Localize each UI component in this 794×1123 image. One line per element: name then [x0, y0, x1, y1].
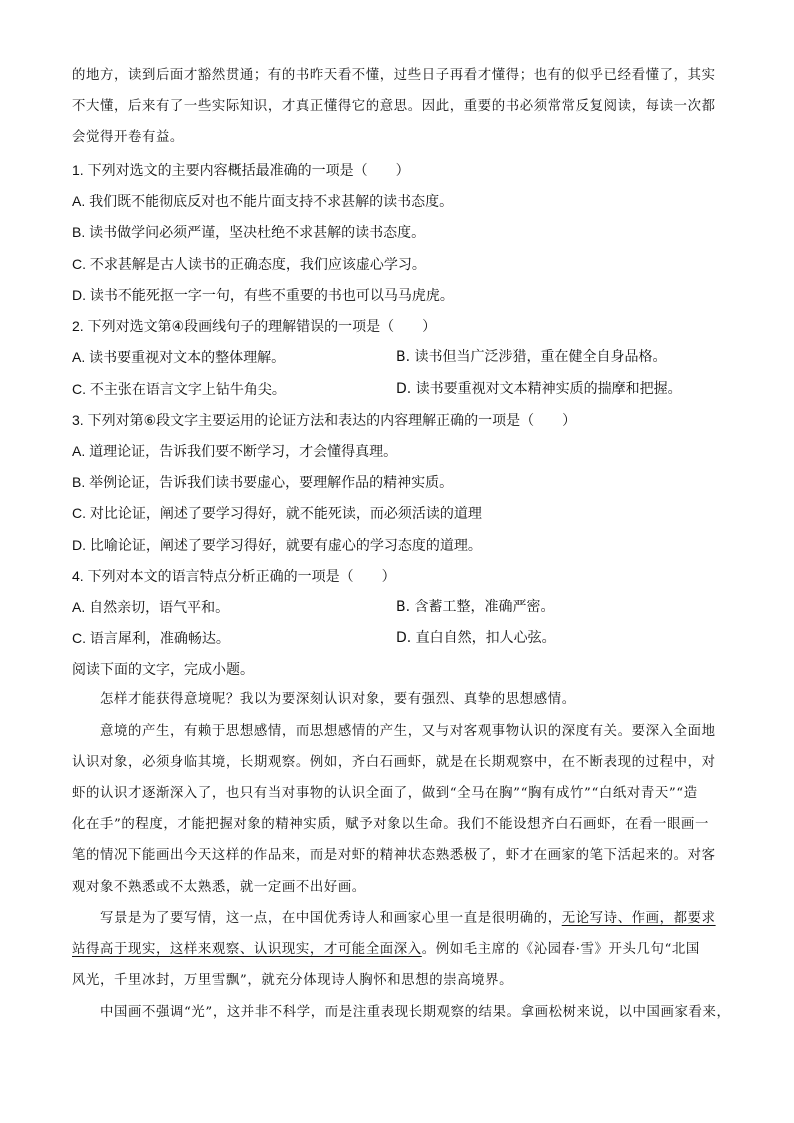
- passage2-line: 风光，千里冰封，万里雪飘”，就充分体现诗人胸怀和思想的崇高境界。: [72, 973, 514, 988]
- p3-text: 。例如毛主席的《沁园春·雪》开头几句“北国: [421, 942, 700, 957]
- q1-option-c: C. 不求甚解是古人读书的正确态度，我们应该虚心学习。: [72, 256, 426, 272]
- passage-line: 不大懂，后来有了一些实际知识，才真正懂得它的意思。因此，重要的书必须常常反复阅读，每读一次都: [72, 99, 716, 114]
- q4-option-b: B. 含蓄工整，准确严密。: [396, 599, 555, 615]
- q4-option-a: A. 自然亲切，语气平和。: [72, 599, 230, 615]
- passage-line: 的地方，读到后面才豁然贯通；有的书昨天看不懂，过些日子再看才懂得；也有的似乎已经看懂了，其实: [72, 68, 716, 83]
- passage2-line: 观对象不熟悉或不太熟悉，就一定画不出好画。: [72, 880, 366, 895]
- reading-instruction: 阅读下面的文字，完成小题。: [72, 661, 254, 677]
- q3-option-c: C. 对比论证，阐述了要学习得好，就不能死读，而必须活读的道理: [72, 505, 482, 521]
- question-2-stem: 2. 下列对选文第④段画线句子的理解错误的一项是（ ）: [72, 318, 437, 334]
- q3-option-b: B. 举例论证，告诉我们读书要虚心，要理解作品的精神实质。: [72, 474, 454, 490]
- q1-option-b: B. 读书做学问必须严谨，坚决杜绝不求甚解的读书态度。: [72, 224, 426, 240]
- q2-option-a: A. 读书要重视对文本的整体理解。: [72, 349, 286, 365]
- passage2-p3-line-1: [100, 909, 750, 929]
- passage2-line: 虾的认识才逐渐深入了，也只有当对事物的认识全面了，做到“全马在胸”“胸有成竹”“白纸对青天”“造: [72, 786, 698, 801]
- q1-option-a: A. 我们既不能彻底反对也不能片面支持不求甚解的读书态度。: [72, 193, 454, 209]
- question-4-stem: 4. 下列对本文的语言特点分析正确的一项是（ ）: [72, 568, 396, 584]
- passage2-line: 化在手”的程度，才能把握对象的精神实质，赋予对象以生命。我们不能设想齐白石画虾，在看一眼画一: [72, 817, 710, 832]
- q4-option-d: D. 直白自然，扣人心弦。: [396, 630, 556, 646]
- question-1-stem: 1. 下列对选文的主要内容概括最准确的一项是（ ）: [72, 162, 410, 178]
- q2-option-d: D. 读书要重视对文本精神实质的揣摩和把握。: [396, 381, 682, 397]
- passage2-p3-line-2: [72, 940, 722, 960]
- q2-option-b: B. 读书但当广泛涉猎，重在健全自身品格。: [396, 349, 667, 365]
- passage2-line: 认识对象，必须身临其境，长期观察。例如，齐白石画虾，就是在长期观察中，在不断表现的过程中，对: [72, 755, 716, 770]
- q3-option-d: D. 比喻论证，阐述了要学习得好，就要有虚心的学习态度的道理。: [72, 537, 482, 553]
- q1-option-d: D. 读书不能死抠一字一句，有些不重要的书也可以马马虎虎。: [72, 287, 454, 303]
- q4-option-c: C. 语言犀利，准确畅达。: [72, 630, 230, 646]
- q2-option-c: C. 不主张在语言文字上钻牛角尖。: [72, 381, 286, 397]
- passage2-paragraph-4: 中国画不强调“光”，这并非不科学，而是注重表现长期观察的结果。拿画松树来说，以中国画家看来，: [100, 1005, 731, 1020]
- underlined-sentence: 无论写诗、作画，都要求: [561, 911, 716, 926]
- p3-text: 写景是为了要写情，这一点，在中国优秀诗人和画家心里一直是很明确的，: [100, 911, 562, 926]
- question-3-stem: 3. 下列对第⑥段文字主要运用的论证方法和表达的内容理解正确的一项是（ ）: [72, 412, 577, 428]
- passage2-paragraph-1: 怎样才能获得意境呢？我以为要深刻认识对象，要有强烈、真挚的思想感情。: [100, 692, 576, 707]
- passage2-line: 意境的产生，有赖于思想感情，而思想感情的产生，又与对客观事物认识的深度有关。要深入全面地: [100, 724, 716, 739]
- underlined-sentence: 站得高于现实，这样来观察、认识现实，才可能全面深入: [72, 942, 422, 957]
- passage-line: 会觉得开卷有益。: [72, 130, 184, 145]
- q3-option-a: A. 道理论证，告诉我们要不断学习，才会懂得真理。: [72, 443, 398, 459]
- passage2-line: 笔的情况下能画出今天这样的作品来，而是对虾的精神状态熟悉极了，虾才在画家的笔下活起来的。对客: [72, 848, 716, 863]
